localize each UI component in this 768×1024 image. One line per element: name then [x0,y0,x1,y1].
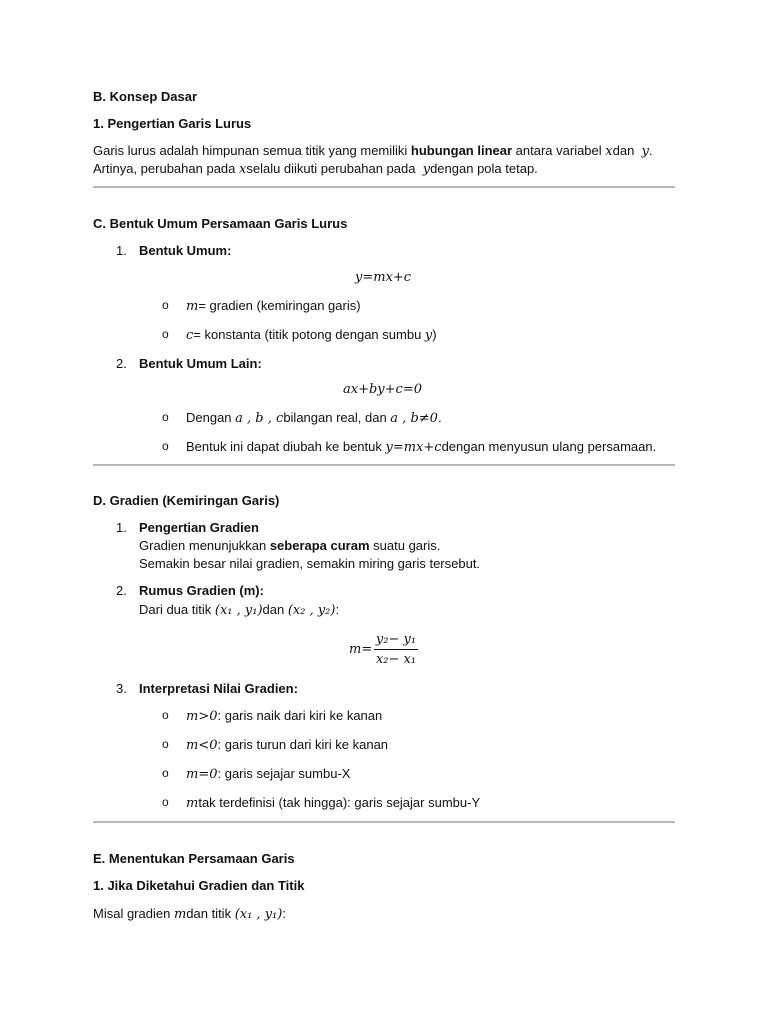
section-e-subheading: 1. Jika Diketahui Gradien dan Titik [93,878,305,893]
math-var: y [422,162,431,177]
math-expression: y=mx+c [385,440,442,455]
text-run: = konstanta (titik potong dengan sumbu [193,327,425,342]
gradient-definition-line2: Semakin besar nilai gradien, semakin miring garis tersebut. [139,556,481,571]
bullet-marker: o [162,439,169,453]
bullet-marker: o [162,795,169,809]
text-run: : garis turun dari kiri ke kanan [217,737,389,752]
bullet-marker: o [162,327,169,341]
math-var: c [186,328,194,343]
bullet-item-c [186,326,437,344]
math-var: x [605,144,613,159]
text-run: bilangan real, dan [283,410,391,425]
list-item-label: Bentuk Umum Lain: [139,356,262,371]
section-b-paragraph-line1 [93,142,653,160]
math-var: y [641,144,649,159]
math-var: m [173,907,187,922]
interpretation-zero [186,765,350,783]
text-run: = gradien (kemiringan garis) [198,298,361,313]
section-b-subheading: 1. Pengertian Garis Lurus [93,116,252,131]
text-run: antara variabel [512,143,606,158]
text-run: Dengan [186,410,236,425]
bullet-marker: o [162,410,169,424]
text-run: Garis lurus adalah himpunan semua titik yang memiliki [93,143,411,158]
text-run: dan [612,143,638,158]
list-item-label: Pengertian Gradien [139,520,259,535]
list-item-label: Interpretasi Nilai Gradien: [139,681,298,696]
text-run: tak terdefinisi (tak hingga): garis sejajar sumbu-Y [198,795,481,810]
math-var: x [239,162,247,177]
formula-general: y=mx+c [355,270,412,285]
interpretation-positive [186,707,382,725]
text-run: Misal gradien [93,906,174,921]
text-run: . [648,143,653,158]
bullet-marker: o [162,766,169,780]
list-number: 1. [116,520,127,535]
math-var: m [186,796,199,811]
math-expression: m=0 [186,767,218,782]
section-b-heading: B. Konsep Dasar [93,89,198,104]
text-run: dan titik [186,906,235,921]
text-run: dengan menyusun ulang persamaan. [441,439,657,454]
text-run: selalu diikuti perubahan pada [246,161,420,176]
text-run: dan [262,602,288,617]
list-number: 2. [116,356,127,371]
section-d-heading: D. Gradien (Kemiringan Garis) [93,493,280,508]
text-run: : garis naik dari kiri ke kanan [217,708,383,723]
list-number: 2. [116,583,127,598]
text-run: Gradien menunjukkan [139,538,270,553]
text-run: Bentuk ini dapat diubah ke bentuk [186,439,386,454]
text-run: Artinya, perubahan pada [93,161,239,176]
text-run: . [437,410,442,425]
fraction-bar [374,649,418,650]
two-points-line [139,601,339,619]
text-run: ) [432,327,437,342]
horizontal-rule [93,464,675,466]
interpretation-negative [186,736,388,754]
section-e-intro-line [93,905,286,923]
formula-gradient-denominator: x₂− x₁ [375,652,417,667]
bullet-item-m [186,297,361,315]
formula-general-alt: ax+by+c=0 [343,382,422,397]
text-run: dengan pola tetap. [430,161,538,176]
formula-gradient-lhs: m= [349,642,373,657]
text-run: Dari dua titik [139,602,215,617]
list-number: 3. [116,681,127,696]
bullet-item-coefficients [186,409,442,427]
bullet-item-convert [186,438,656,456]
math-var: a , b , c [235,411,284,426]
horizontal-rule [93,186,675,188]
bullet-marker: o [162,737,169,751]
math-var: m [186,299,199,314]
section-c-heading: C. Bentuk Umum Persamaan Garis Lurus [93,216,348,231]
text-run: : [282,906,286,921]
text-run: : garis sejajar sumbu-X [217,766,351,781]
bold-run: seberapa curam [269,538,370,553]
math-point: (x₁ , y₁) [214,603,263,618]
math-point: (x₂ , y₂) [287,603,336,618]
bullet-marker: o [162,708,169,722]
section-b-paragraph-line2 [93,160,538,178]
bold-run: hubungan linear [410,143,513,158]
formula-gradient-numerator: y₂− y₁ [375,632,417,647]
horizontal-rule [93,821,675,823]
list-item-label: Rumus Gradien (m): [139,583,264,598]
text-run: suatu garis. [369,538,441,553]
math-var: y [424,328,433,343]
interpretation-undefined [186,794,480,812]
list-item-label: Bentuk Umum: [139,243,232,258]
text-run: : [335,602,340,617]
bullet-marker: o [162,298,169,312]
math-expression: a , b≠0 [390,411,438,426]
section-e-heading: E. Menentukan Persamaan Garis [93,851,295,866]
math-expression: m>0 [186,709,218,724]
math-expression: m<0 [186,738,218,753]
gradient-definition-line1 [139,537,440,554]
list-number: 1. [116,243,127,258]
math-point: (x₁ , y₁) [234,907,283,922]
